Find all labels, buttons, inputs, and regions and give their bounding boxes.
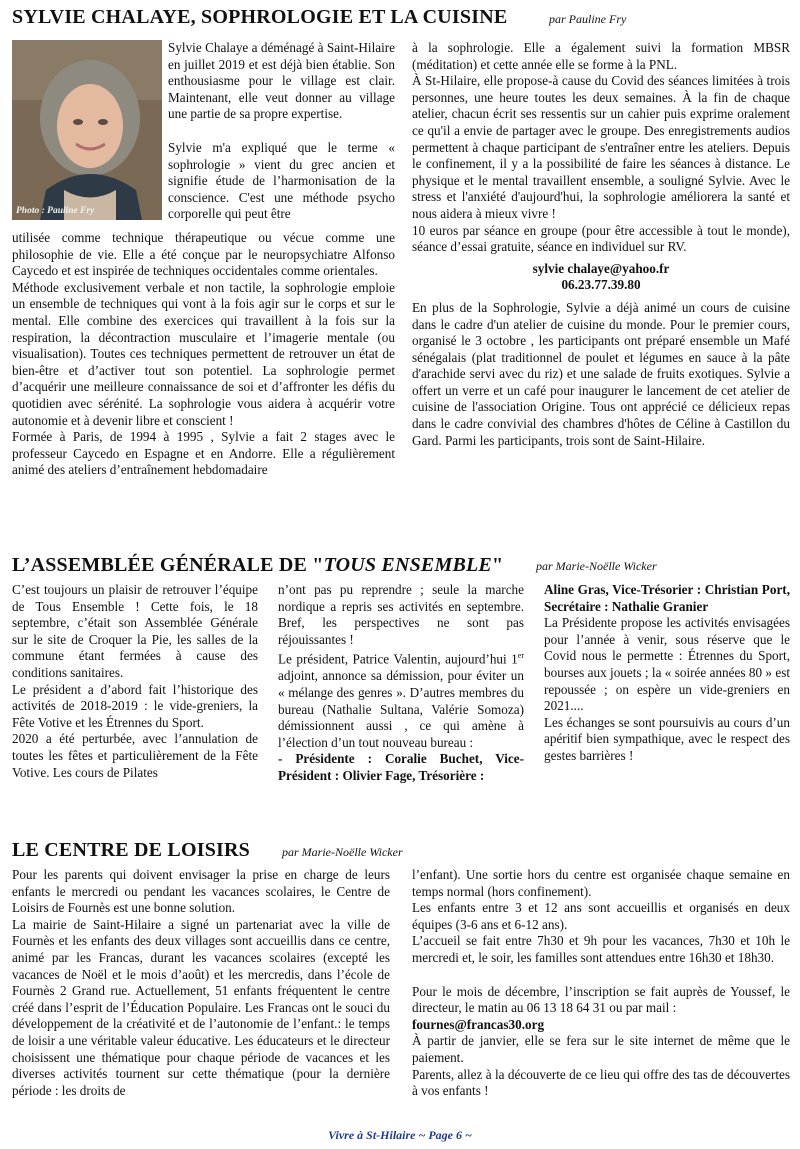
loisirs-inscription: Pour le mois de décembre, l’inscription se fait auprès de Youssef, le directeur, le matin au 06 13 18 64 31 ou par mail : [412, 983, 790, 1016]
loisirs-title: LE CENTRE DE LOISIRS [12, 839, 250, 861]
sylvie-photo [12, 40, 162, 220]
assemblee-marche: n’ont pas pu reprendre ; seule la marche nordique a repris ses activités en septembre. Bref, les perspectives ne sont pas réjouissantes ! [278, 582, 524, 647]
loisirs-right-column [412, 867, 790, 1100]
loisirs-ages: Les enfants entre 3 et 12 ans sont accueillis et organisés en deux équipes (3-6 ans et 6-12 ans). [412, 900, 790, 932]
sophrologie-pricing: 10 euros par séance en groupe (pour être accessible à tout le monde), séance d’essai gratuite, séance en individuel sur RV. [412, 222, 790, 255]
sophrologie-training: Formée à Paris, de 1994 à 1995 , Sylvie a fait 2 stages avec le professeur Caycedo en Espagne et en Andorre. Elle a régulièrement animé des ateliers d’entraînement hebdomadaire [12, 429, 395, 478]
assemblee-col2 [278, 582, 524, 785]
assemblee-title [12, 554, 503, 577]
sophrologie-byline: par Pauline Fry [549, 12, 627, 26]
loisirs-intro: Pour les parents qui doivent envisager la prise en charge de leurs enfants le mercredi ou pendant les vacances scolaires, le Centre de Loisirs de Fournès est une bonne solution. [12, 867, 390, 916]
assemblee-aperitif: Les échanges se sont poursuivis au cours d’un apéritif bien sympathique, avec le respect des gestes barrières ! [544, 714, 790, 763]
loisirs-email[interactable]: fournes@francas30.org [412, 1016, 545, 1032]
sophrologie-definition-part2: utilisée comme technique thérapeutique ou vécue comme une philosophie de vie. Elle a été conçue par le neuropsychiatre Alfonso Caycedo et est inspirée de techniques occidentales comme orientales. [12, 230, 395, 279]
sophrologie-definition-part1: Sylvie m'a expliqué que le terme « sophrologie » vient du grec ancien et signifie étude de l’harmonisation de la conscience. C'est une méthode psycho corporelle qui peut être [168, 140, 395, 222]
loisirs-conclusion: Parents, allez à la découverte de ce lieu qui offre des tas de découvertes à vos enfants ! [412, 1066, 790, 1099]
assemblee-activites: La Présidente propose les activités envisagées pour l’année à venir, sous réserve que le Covid nous le permette : Étrennes du Sport, bourses aux jouets ; la « soirée années 80 » est repoussée ; on espère un vide-greniers en 2021.... [544, 615, 790, 714]
assemblee-title-end: " [491, 554, 504, 576]
loisirs-sortie: l’enfant). Une sortie hors du centre est organisée chaque semaine en temps normal (hors confinement). [412, 867, 790, 899]
sophrologie-method: Méthode exclusivement verbale et non tactile, la sophrologie emploie un ensemble de techniques qui vont à la fois agir sur le corps et sur le mental. Elle combine des exercices qui travaillent à la fois sur la respiration, la décontraction musculaire et l’imagerie mentale (ou visualisation). Toutes ces techniques permettent de retrouver un état de bien-être et d’activer tout son potentiel. La sophrologie permet d’acquérir une meilleure connaissance de soi et d’affronter les défis du quotidien avec sérénité. La sophrologie vous aidera à acquérir votre autonomie et à devenir libre et conscient ! [12, 279, 395, 428]
assemblee-byline: par Marie-Noëlle Wicker [536, 559, 657, 573]
loisirs-left-column [12, 867, 390, 1099]
loisirs-janvier: À partir de janvier, elle se fera sur le site internet de même que le paiement. [412, 1033, 790, 1065]
sophrologie-left-column [12, 230, 395, 479]
loisirs-partenariat: La mairie de Saint-Hilaire a signé un partenariat avec la ville de Fournès et les enfants des deux villages sont accueillis dans ce centre, animé par les Francas, durant les vacances scolaires (excepté les vacances de Noël et le mois d’août) et les mercredis, dans l’école de Fournès 2 Grand rue. Actuellement, 51 enfants fréquentent le centre créé dans l’esprit de l’Éducation Populaire. Les Francas ont le souci du développement de la créativité et de l’autonomie de l’enfant.: le temps de loisir a une véritable valeur éducative. Les éducateurs et le directeur choisissent une thématique pour chaque période de vacances et les diverses activités tournent sur cette thématique (pour la dernière période : les droits de [12, 916, 390, 1098]
sophrologie-intro: Sylvie Chalaye a déménagé à Saint-Hilaire en juillet 2019 et est déjà bien établie. Son enthousiasme pour le village est clair. Maintenant, elle veut donner au village une partie de sa propre expertise. [168, 40, 395, 122]
assemblee-intro: C’est toujours un plaisir de retrouver l’équipe de Tous Ensemble ! Cette fois, le 18 septembre, c’était son Assemblée Générale sur le site de Croquer la Pie, les salles de la commune étant fermées à cause des conditions sanitaires. [12, 582, 258, 680]
assemblee-col1 [12, 582, 258, 781]
sophrologie-sessions: À St-Hilaire, elle propose-à cause du Covid des séances limitées à trois personnes, une heure toutes les deux semaines. À la fin de chaque atelier, chacun écrit ses ressentis sur un cahier puis exprime oralement ce qu'il a envie de partager avec le groupe. Des enregistrements audios permettent à chaque participant de s'entraîner entre les ateliers. Depuis le confinement, il y a la possibilité de faire les séances à distance. Le physique et le mental travaillent ensemble, a souligné Sylvie. Avec le stress et l'anxiété d'aujourd'hui, la sophrologie améliorera la santé et nous aidera à mieux vivre ! [412, 73, 790, 221]
sophrologie-mbsr: à la sophrologie. Elle a également suivi la formation MBSR (méditation) et cette année elle se forme à la PNL. [412, 40, 790, 72]
page-footer: Vivre à St-Hilaire ~ Page 6 ~ [328, 1128, 472, 1142]
loisirs-byline: par Marie-Noëlle Wicker [282, 845, 403, 859]
assemblee-title-start: L’ASSEMBLÉE GÉNÉRALE DE " [12, 554, 324, 576]
assemblee-bureau-part2: Aline Gras, Vice-Trésorier : Christian Port, Secrétaire : Nathalie Granier [544, 582, 790, 614]
sophrologie-wrap-column [168, 140, 395, 223]
assemblee-demission: Le président, Patrice Valentin, aujourd’hui 1er adjoint, annonce sa démission, pour éviter un « mélange des genres ». D’autres membres du bureau (Nathalie Sultana, Valérie Somoza) démissionnent aussi , ce qui amène à l’élection d’un tout nouveau bureau : [278, 651, 524, 750]
assemblee-historique: Le président a d’abord fait l’historique des activités de 2018-2019 : le vide-greniers, la Fête Votive et les Étrennes du Sport. [12, 681, 258, 730]
sophrologie-title: SYLVIE CHALAYE, SOPHROLOGIE ET LA CUISINE [12, 6, 508, 28]
loisirs-horaires: L’accueil se fait entre 7h30 et 9h pour les vacances, 7h30 et 10h le mercredi et, le soir, les familles sont attendues entre 16h30 et 18h30. [412, 933, 790, 965]
assemblee-col3 [544, 582, 790, 765]
sophrologie-right-column [412, 40, 790, 449]
portrait-image [12, 40, 162, 220]
assemblee-2020: 2020 a été perturbée, avec l’annulation de toutes les fêtes et particulièrement de la Fête Votive. Les cours de Pilates [12, 731, 258, 780]
photo-credit: Photo : Pauline Fry [16, 206, 95, 216]
assemblee-title-name: TOUS ENSEMBLE [323, 554, 492, 576]
cuisine-paragraph: En plus de la Sophrologie, Sylvie a déjà animé un cours de cuisine dans le cadre d'un atelier de cuisine du monde. Pour le premier cours, organisé le 3 octobre , les participants ont préparé ensemble un Mafé sénégalais (plat traditionnel de poulet et légumes en sauce à la pâte d'arachide servi avec du riz) et une salade de fruits exotiques. Sylvie a offert un verre et un café pour inaugurer le lancement de cet atelier de cuisine de l'association Origine. Tous ont apprécié ce délicieux repas dans le cadre convivial des chambres d'hôtes de Céline à Castillon du Gard. Parmi les participants, trois sont de Saint-Hilaire. [412, 299, 790, 448]
contact-email[interactable]: sylvie chalaye@yahoo.fr [532, 260, 670, 276]
sophrologie-intro-wrap [168, 40, 395, 123]
assemblee-bureau-part1: - Présidente : Coralie Buchet, Vice-Président : Olivier Fage, Trésorière : [278, 751, 524, 783]
contact-phone: 06.23.77.39.80 [561, 277, 641, 293]
